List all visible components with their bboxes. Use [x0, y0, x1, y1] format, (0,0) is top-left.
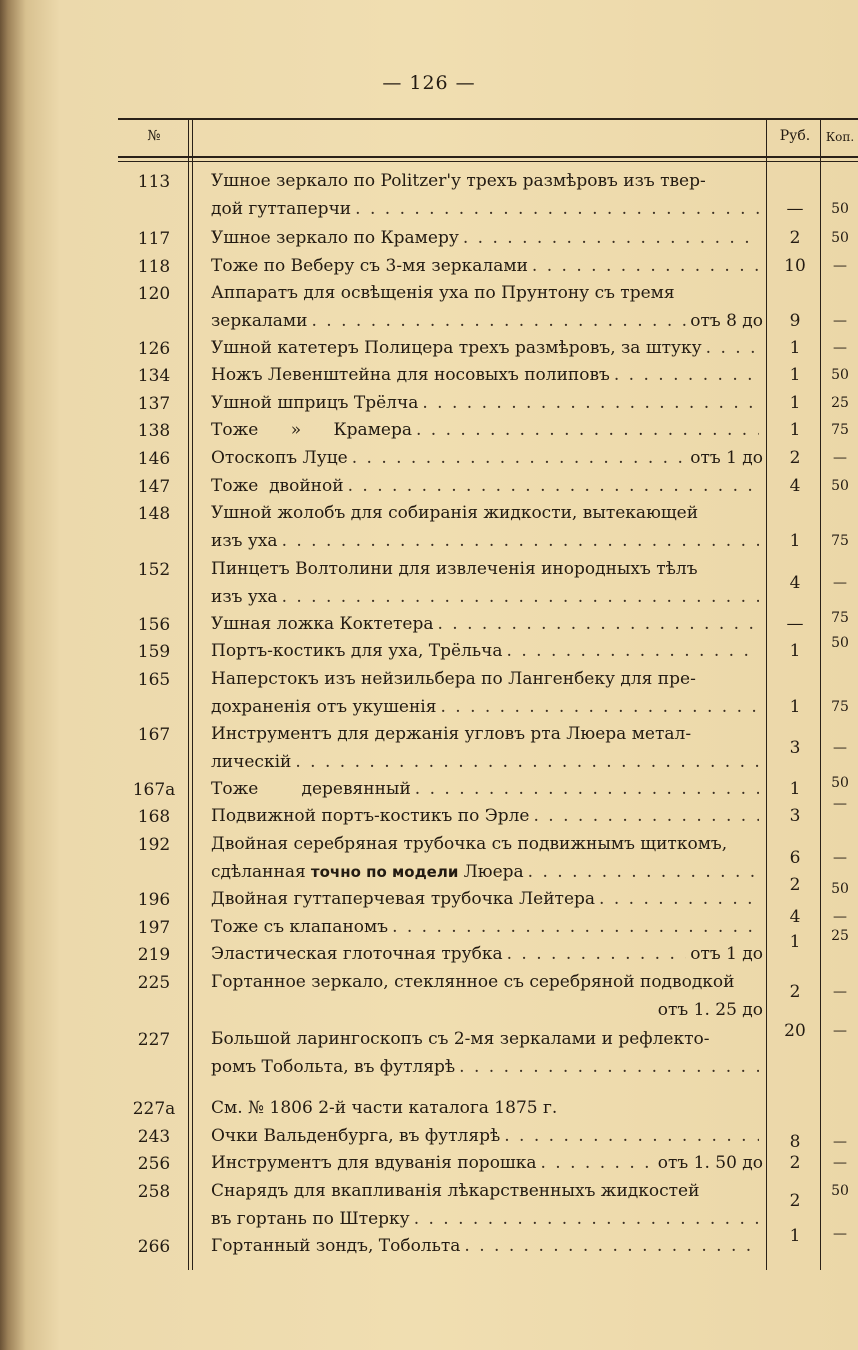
dot-leader [614, 362, 759, 390]
price-rubles: 2 [789, 1153, 801, 1173]
price-rubles: 3 [789, 738, 801, 758]
dot-leader [355, 196, 759, 224]
item-description [211, 803, 763, 831]
price-rubles: 1 [789, 420, 801, 440]
item-description [211, 225, 763, 253]
dot-leader [392, 914, 759, 942]
price-kopecks: 75 [831, 422, 849, 438]
price-kopecks: — [833, 575, 847, 591]
dot-leader [416, 417, 759, 445]
item-description [211, 638, 763, 666]
header-kop: Коп. [825, 130, 855, 144]
dot-leader [463, 225, 759, 253]
price-rubles: 1 [789, 641, 801, 661]
description-text: Ножъ Левенштейна для носовыхъ полиповъ [211, 365, 610, 385]
description-text: Отоскопъ Луце [211, 448, 348, 468]
price-kopecks: 75 [831, 699, 849, 715]
description-text: Гортанный зондъ, Тобольта [211, 1236, 461, 1256]
description-text: Тоже двойной [211, 476, 344, 496]
header-num: № [147, 128, 161, 144]
item-description [211, 666, 763, 721]
dot-leader [541, 1150, 654, 1178]
price-kopecks: 50 [831, 478, 849, 494]
price-kopecks: 25 [831, 395, 849, 411]
description-text: Эластическая глоточная трубка [211, 944, 503, 964]
item-number: 258 [137, 1182, 171, 1202]
price-rubles: 1 [789, 779, 801, 799]
item-number: 256 [137, 1154, 171, 1174]
header-rule-2 [118, 161, 858, 162]
price-kopecks: 50 [831, 1183, 849, 1199]
item-number: 138 [137, 421, 171, 441]
price-rubles: 2 [789, 448, 801, 468]
col-rule-desc [766, 120, 767, 1270]
dot-leader [282, 528, 759, 556]
dot-leader [533, 803, 759, 831]
item-description [211, 335, 763, 363]
item-number: 118 [137, 257, 171, 277]
description-tail: Люера [463, 861, 524, 882]
description-text: отъ 1. 25 до [657, 999, 763, 1020]
item-number: 167a [132, 780, 176, 800]
item-description [211, 721, 763, 776]
price-kopecks: — [833, 1023, 847, 1039]
price-kopecks: — [833, 313, 847, 329]
price-kopecks: — [833, 909, 847, 925]
col-rule-num-2 [192, 120, 193, 1270]
item-description [211, 1026, 763, 1081]
price-rubles: 20 [784, 1021, 806, 1041]
price-rubles: 1 [789, 338, 801, 358]
description-text: Тоже съ клапаномъ [211, 917, 389, 937]
description-text: Очки Вальденбурга, въ футлярѣ [211, 1126, 501, 1146]
dot-leader [295, 749, 759, 777]
price-rubles: 4 [789, 573, 801, 593]
description-text: ромъ Тобольта, въ футлярѣ [211, 1056, 456, 1077]
price-rubles: 8 [789, 1132, 801, 1152]
price-rubles: 1 [789, 1226, 801, 1246]
item-number: 167 [137, 725, 171, 745]
item-number: 227a [132, 1099, 176, 1119]
price-rubles: 4 [789, 907, 801, 927]
price-kopecks: 50 [831, 201, 849, 217]
price-kopecks: — [833, 740, 847, 756]
item-description [211, 1178, 763, 1233]
dot-leader [459, 1054, 759, 1082]
item-number: 227 [137, 1030, 171, 1050]
description-text: См. № 1806 2-й части каталога 1875 г. [211, 1098, 558, 1118]
item-number: 192 [137, 835, 171, 855]
item-number: 165 [137, 670, 171, 690]
item-description [211, 1095, 763, 1123]
item-description [211, 445, 763, 473]
price-range: отъ 1. 50 до [657, 1153, 763, 1173]
price-rubles: 9 [789, 311, 801, 331]
description-text: дой гуттаперчи [211, 198, 352, 219]
item-description [211, 969, 763, 1024]
col-rule-num [188, 120, 189, 1270]
price-rubles: 1 [789, 932, 801, 952]
description-text: зеркалами [211, 310, 308, 331]
description-text: Ушной катетеръ Полицера трехъ размѣровъ, за штуку [211, 338, 702, 358]
description-text: Портъ-костикъ для уха, Трёльча [211, 641, 503, 661]
item-number: 156 [137, 615, 171, 635]
price-kopecks: — [833, 796, 847, 812]
item-description [211, 941, 763, 969]
dot-leader [504, 1123, 759, 1151]
description-text: Ушная ложка Коктетера [211, 614, 434, 634]
item-description [211, 1233, 763, 1261]
item-description [211, 1123, 763, 1151]
price-kopecks: 75 [831, 610, 849, 626]
item-number: 219 [137, 945, 171, 965]
price-kopecks: 50 [831, 367, 849, 383]
price-range: отъ 1 до [690, 448, 763, 468]
price-kopecks: — [833, 984, 847, 1000]
item-number: 146 [137, 449, 171, 469]
price-rubles: — [786, 199, 804, 219]
description-text: изъ уха [211, 530, 278, 551]
item-description [211, 776, 763, 804]
item-description [211, 473, 763, 501]
price-kopecks: 50 [831, 230, 849, 246]
item-number: 196 [137, 890, 171, 910]
item-number: 225 [137, 973, 171, 993]
description-text: Тоже деревянный [211, 779, 411, 799]
item-description [211, 500, 763, 555]
dot-leader [311, 308, 686, 336]
item-description [211, 362, 763, 390]
price-rubles: 10 [784, 256, 806, 276]
dot-leader [532, 253, 759, 281]
price-rubles: — [786, 614, 804, 634]
dot-leader [348, 473, 759, 501]
item-description [211, 1150, 763, 1178]
dot-leader [415, 776, 759, 804]
dot-leader [464, 1233, 759, 1261]
item-number: 159 [137, 642, 171, 662]
description-text: Двойная серебряная трубочка съ подвижнымъ щиткомъ, [211, 834, 728, 854]
item-number: 117 [137, 229, 171, 249]
description-text: Тоже по Веберу съ 3-мя зеркалами [211, 256, 528, 276]
item-number: 243 [137, 1127, 171, 1147]
price-kopecks: — [833, 1226, 847, 1242]
price-kopecks: 25 [831, 928, 849, 944]
description-text: Инструментъ для держанія угловъ рта Люера метал- [211, 724, 692, 744]
item-description [211, 390, 763, 418]
price-range: отъ 1 до [690, 944, 763, 964]
description-text: Тоже » Крамера [211, 420, 412, 440]
dot-leader [706, 335, 759, 363]
price-rubles: 4 [789, 476, 801, 496]
dot-leader [599, 886, 759, 914]
dot-leader [438, 611, 760, 639]
description-text: Большой ларингоскопъ съ 2-мя зеркалами и рефлекто- [211, 1029, 710, 1049]
price-kopecks: 50 [831, 881, 849, 897]
item-description [211, 253, 763, 281]
page-number: — 126 — [382, 72, 476, 94]
description-text: Наперстокъ изъ нейзильбера по Лангенбеку для пре- [211, 669, 696, 689]
price-kopecks: — [833, 1155, 847, 1171]
item-description [211, 280, 763, 335]
item-description [211, 611, 763, 639]
description-text: Ушное зеркало по Politzer'у трехъ размѣровъ изъ твер- [211, 171, 706, 191]
item-number: 168 [137, 807, 171, 827]
price-range: отъ 8 до [690, 310, 763, 331]
item-number: 152 [137, 560, 171, 580]
price-rubles: 2 [789, 875, 801, 895]
item-description [211, 831, 763, 886]
col-rule-rub [820, 120, 821, 1270]
price-kopecks: — [833, 258, 847, 274]
dot-leader [422, 390, 759, 418]
description-text: въ гортань по Штерку [211, 1208, 410, 1229]
header-rule [118, 156, 858, 158]
description-text: лическій [211, 751, 292, 772]
price-kopecks: — [833, 1134, 847, 1150]
price-rubles: 2 [789, 1191, 801, 1211]
dot-leader [282, 584, 759, 612]
description-text: Пинцетъ Волтолини для извлеченія инородныхъ тѣлъ [211, 559, 698, 579]
item-number: 120 [137, 284, 171, 304]
price-rubles: 2 [789, 982, 801, 1002]
dot-leader [507, 941, 687, 969]
dot-leader [414, 1206, 759, 1234]
price-kopecks: — [833, 850, 847, 866]
item-number: 134 [137, 366, 171, 386]
price-kopecks: — [833, 450, 847, 466]
item-description [211, 168, 763, 223]
item-number: 148 [137, 504, 171, 524]
description-text: Гортанное зеркало, стеклянное съ серебряной подводкой [211, 972, 735, 992]
price-rubles: 3 [789, 806, 801, 826]
item-description [211, 914, 763, 942]
item-number: 137 [137, 394, 171, 414]
price-rubles: 2 [789, 228, 801, 248]
description-text: Снарядъ для вкапливанія лѣкарственныхъ жидкостей [211, 1181, 700, 1201]
description-text: Ушной шприцъ Трёлча [211, 393, 419, 413]
bold-phrase: точно по модели [305, 862, 464, 881]
item-number: 197 [137, 918, 171, 938]
item-number: 266 [137, 1237, 171, 1257]
item-description [211, 886, 763, 914]
header-rub: Руб. [779, 128, 811, 144]
item-number: 126 [137, 339, 171, 359]
item-number: 147 [137, 477, 171, 497]
description-text: изъ уха [211, 586, 278, 607]
price-rubles: 1 [789, 531, 801, 551]
dot-leader [352, 445, 687, 473]
price-kopecks: 50 [831, 635, 849, 651]
price-kopecks: — [833, 340, 847, 356]
price-rubles: 6 [789, 848, 801, 868]
description-text: Инструментъ для вдуванія порошка [211, 1153, 537, 1173]
description-text: Двойная гуттаперчевая трубочка Лейтера [211, 889, 596, 909]
description-text: Подвижной портъ-костикъ по Эрле [211, 806, 530, 826]
price-rubles: 1 [789, 697, 801, 717]
price-rubles: 1 [789, 365, 801, 385]
dot-leader [528, 859, 759, 887]
description-text: Аппаратъ для освѣщенія уха по Прунтону съ тремя [211, 283, 675, 303]
price-rubles: 1 [789, 393, 801, 413]
description-text: дохраненія отъ укушенія [211, 696, 437, 717]
dot-leader [507, 638, 759, 666]
description-text: сдѣланная [211, 861, 306, 882]
dot-leader [440, 694, 759, 722]
item-description [211, 556, 763, 611]
item-number: 113 [137, 172, 171, 192]
item-description [211, 417, 763, 445]
top-rule [118, 118, 858, 120]
description-text: Ушное зеркало по Крамеру [211, 228, 459, 248]
description-text: Ушной жолобъ для собиранія жидкости, вытекающей [211, 503, 699, 523]
price-kopecks: 75 [831, 533, 849, 549]
price-kopecks: 50 [831, 775, 849, 791]
